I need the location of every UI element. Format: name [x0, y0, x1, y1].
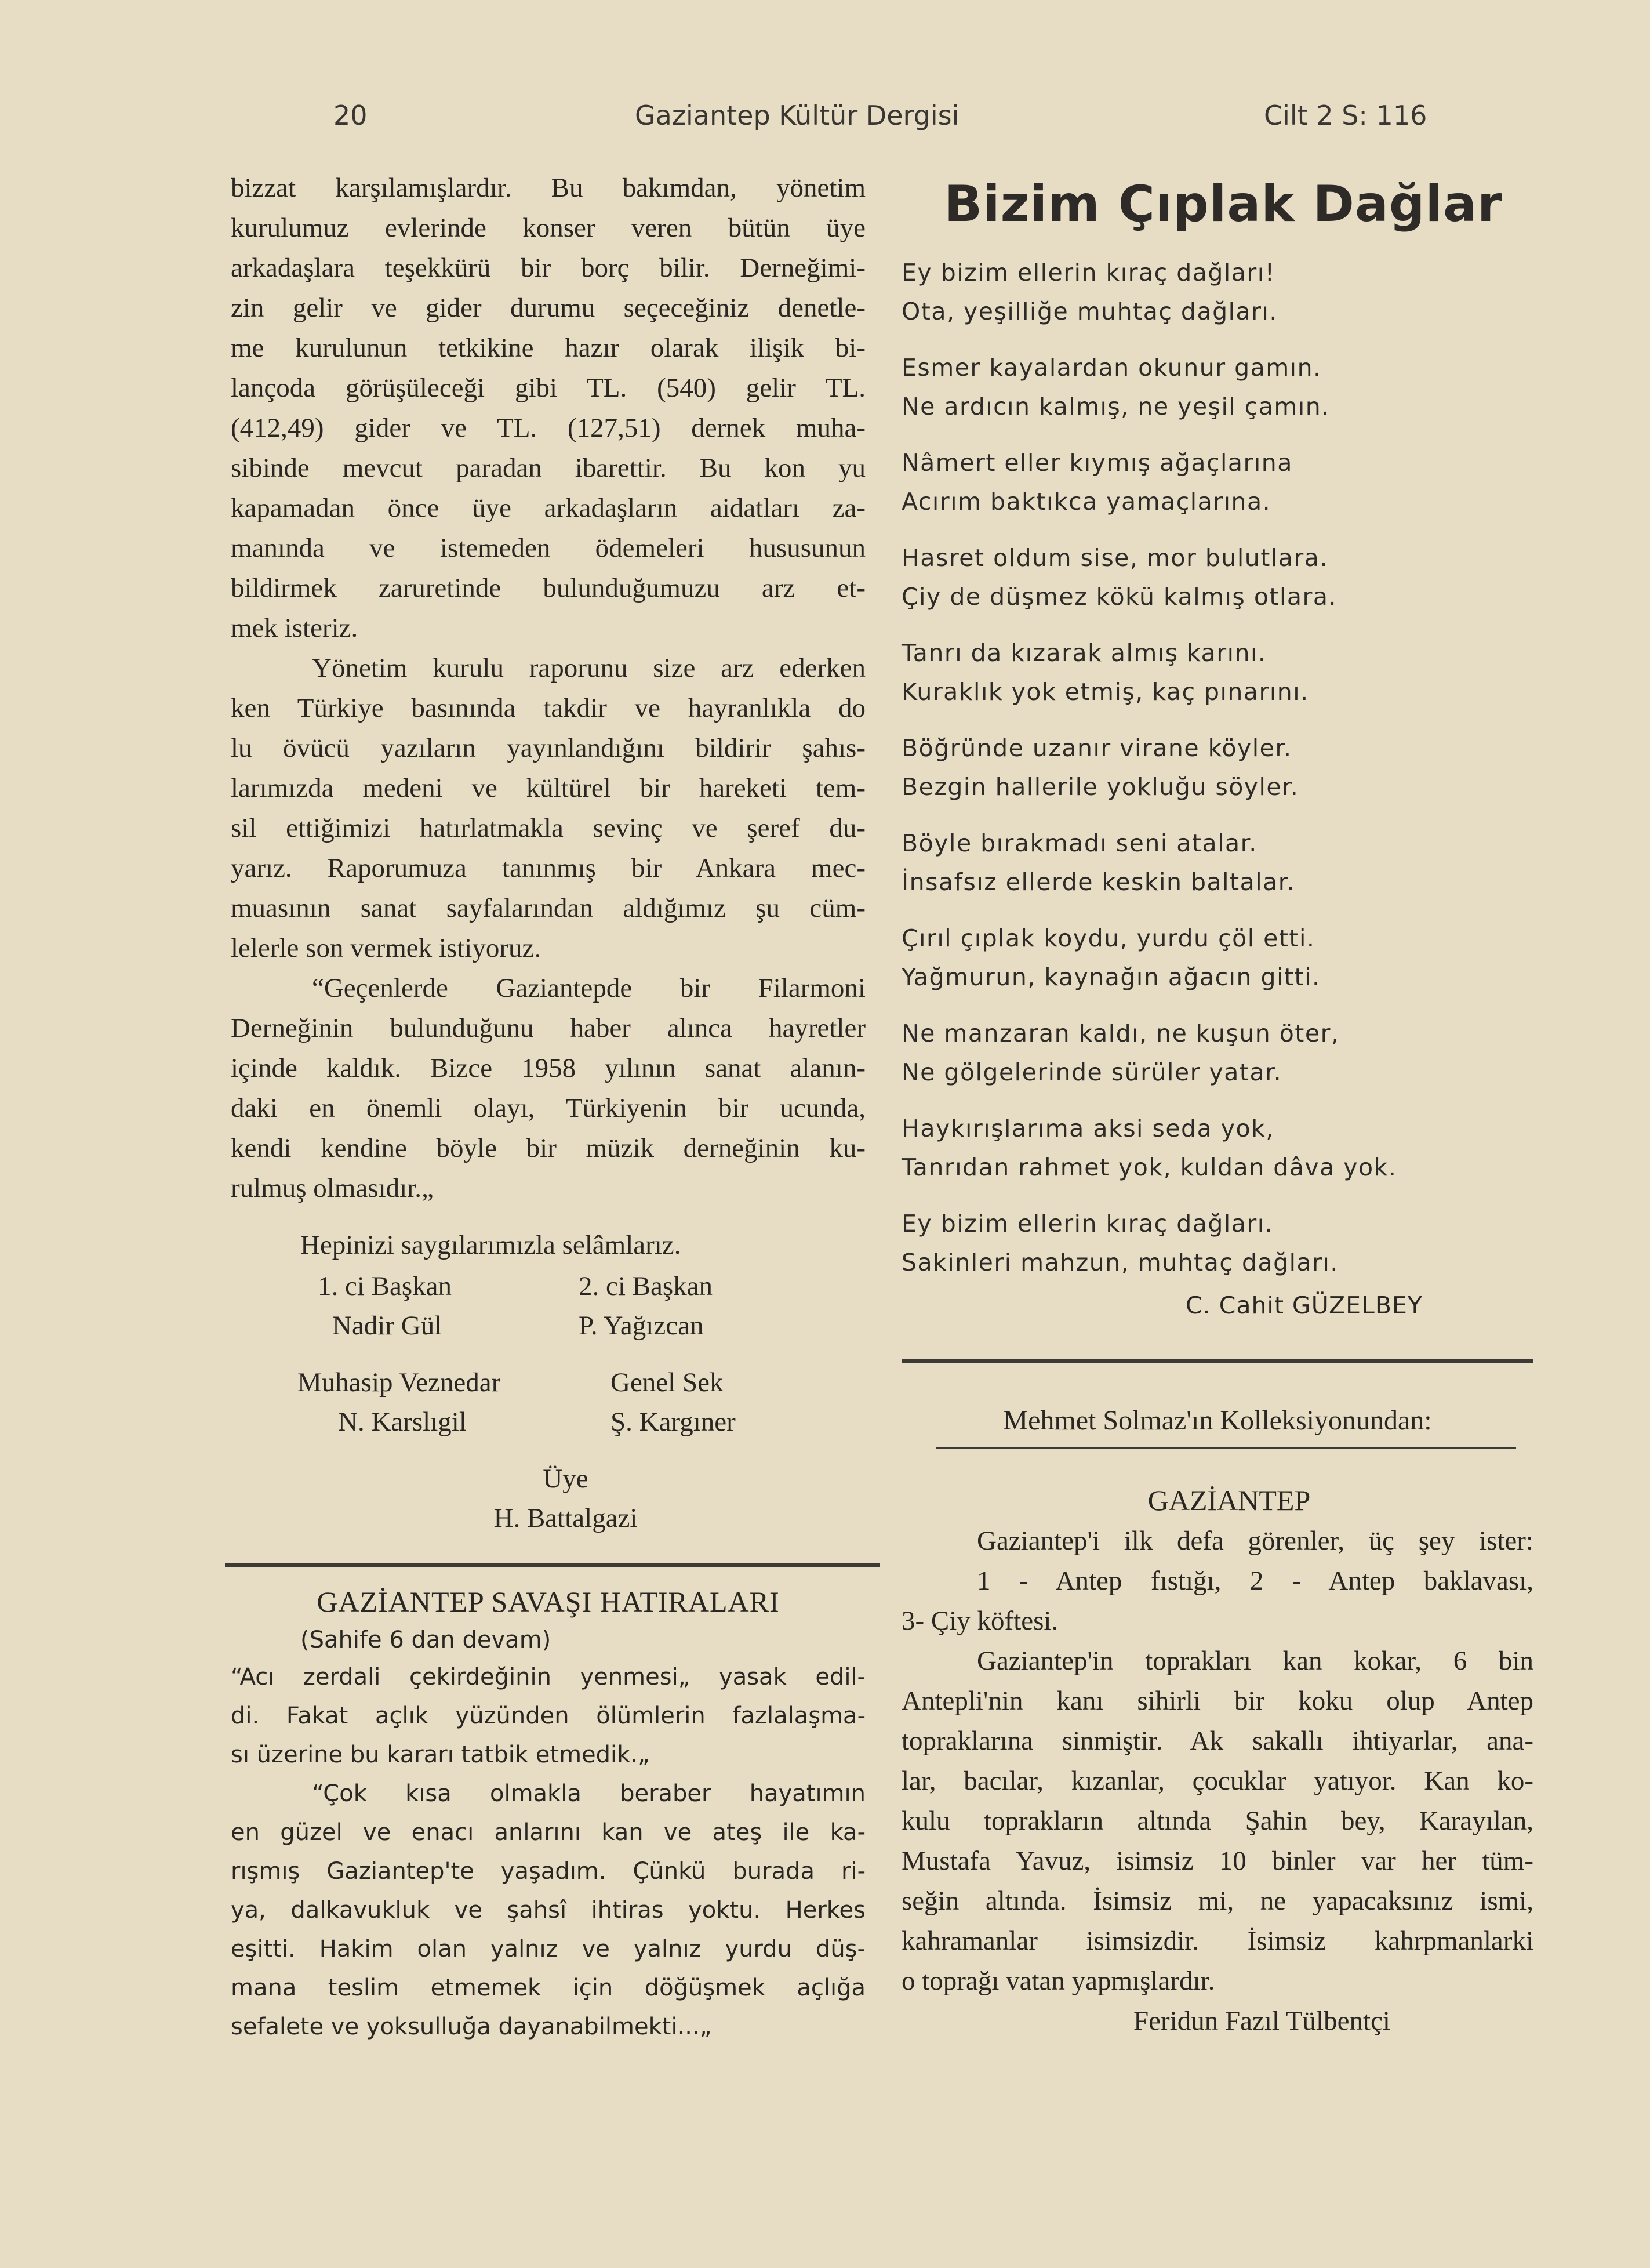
signature-row	[231, 1267, 866, 1306]
poem-line: Sakinleri mahzun, muhtaç dağları.	[902, 1249, 1339, 1276]
text-line: lu övücü yazıların yayınlandığını bildirir şahıs-	[231, 733, 866, 763]
text-line: mek isteriz.	[231, 613, 358, 643]
collection-header	[902, 1398, 1533, 1449]
report-paragraph	[231, 168, 866, 648]
page-number: 20	[333, 100, 368, 131]
signature-name: P. Yağızcan	[579, 1311, 704, 1341]
text-line: o toprağı vatan yapmışlardır.	[902, 1966, 1215, 1996]
text-line: kahramanlar isimsizdir. İsimsiz kahrpmanlarki	[902, 1926, 1533, 1956]
article-title: GAZİANTEP SAVAŞI HATIRALARI	[317, 1585, 780, 1618]
poem-line: Tanrıdan rahmet yok, kuldan dâva yok.	[902, 1153, 1397, 1181]
volume-issue: Cilt 2 S: 116	[1264, 100, 1427, 131]
signature-title: Genel Sek	[610, 1367, 724, 1398]
text-line: en güzel ve enacı anlarını kan ve ateş ile ka-	[231, 1819, 866, 1846]
text-line: bizzat karşılamışlardır. Bu bakımdan, yönetim	[231, 173, 866, 203]
text-line: manında ve istemeden ödemeleri hususunun	[231, 533, 866, 563]
text-line: 3- Çiy köftesi.	[902, 1606, 1059, 1636]
poem-line: Esmer kayalardan okunur gamın.	[902, 354, 1322, 382]
poem-line: İnsafsız ellerde keskin baltalar.	[902, 868, 1295, 896]
signature-title: 2. ci Başkan	[579, 1271, 713, 1301]
text-line: Derneğinin bulunduğunu haber alınca hayretler	[231, 1013, 866, 1043]
text-line: Gaziantep'in toprakları kan kokar, 6 bin	[977, 1646, 1533, 1676]
text-line: Mustafa Yavuz, isimsiz 10 binler var her tüm-	[902, 1846, 1533, 1876]
magazine-title: Gaziantep Kültür Dergisi	[635, 100, 960, 131]
text-line: muasının sanat sayfalarından aldığımız şu cüm-	[231, 893, 866, 923]
signature-title: Muhasip Veznedar	[297, 1367, 501, 1398]
text-line: sibinde mevcut paradan ibarettir. Bu kon yu	[231, 453, 866, 483]
gaziantep-article	[902, 1479, 1533, 2041]
article-title: GAZİANTEP	[1147, 1484, 1311, 1516]
signature-name: Ş. Kargıner	[610, 1407, 736, 1437]
text-line: 1 - Antep fıstığı, 2 - Antep baklavası,	[977, 1566, 1533, 1596]
signature-title: Üye	[543, 1464, 588, 1494]
signature-name: H. Battalgazi	[493, 1503, 638, 1533]
text-line: kendi kendine böyle bir müzik derneğinin ku-	[231, 1133, 866, 1163]
poem-line: Ota, yeşilliğe muhtaç dağları.	[902, 297, 1278, 325]
text-line: lelerle son vermek istiyoruz.	[231, 933, 541, 963]
poem-line: Haykırışlarıma aksi seda yok,	[902, 1115, 1274, 1142]
poem-line: Çırıl çıplak koydu, yurdu çöl etti.	[902, 924, 1315, 952]
poem-stanza	[902, 729, 1533, 807]
poem-line: Ne manzaran kaldı, ne kuşun öter,	[902, 1019, 1340, 1047]
signature-name: N. Karslıgil	[338, 1407, 467, 1437]
signature-name: Nadir Gül	[332, 1311, 442, 1341]
signature-row	[231, 1402, 866, 1442]
poem-line: Ey bizim ellerin kıraç dağları!	[902, 259, 1275, 286]
war-memories-article	[231, 1581, 866, 2046]
text-line: kapamadan önce üye arkadaşların aidatları za-	[231, 493, 866, 523]
poem-line: Yağmurun, kaynağın ağacın gitti.	[902, 963, 1321, 991]
section-divider	[225, 1563, 880, 1567]
poem-line: Ne ardıcın kalmış, ne yeşil çamın.	[902, 393, 1330, 420]
poem-line: Böğründe uzanır virane köyler.	[902, 734, 1292, 762]
text-line: Yönetim kurulu raporunu size arz ederken	[312, 653, 866, 683]
poem-stanza	[902, 919, 1533, 997]
poem-line: Hasret oldum sise, mor bulutlara.	[902, 544, 1328, 572]
poem-line: Acırım baktıkca yamaçlarına.	[902, 488, 1271, 516]
quote-paragraph	[231, 968, 866, 1209]
text-line: yarız. Raporumuza tanınmış bir Ankara mec-	[231, 853, 866, 883]
poem-stanza	[902, 253, 1533, 331]
text-line: zin gelir ve gider durumu seçeceğiniz denetle-	[231, 293, 866, 323]
text-line: “Geçenlerde Gaziantepde bir Filarmoni	[312, 973, 866, 1003]
text-line: (412,49) gider ve TL. (127,51) dernek muha-	[231, 413, 866, 443]
poem-line: Bezgin hallerile yokluğu söyler.	[902, 773, 1299, 801]
greeting: Hepinizi saygılarımızla selâmlarız.	[300, 1230, 681, 1260]
text-line: lançoda görüşüleceği gibi TL. (540) gelir TL.	[231, 373, 866, 403]
text-line: sil ettiğimizi hatırlatmakla sevinç ve şeref du-	[231, 813, 866, 843]
text-line: sı üzerine bu kararı tatbik etmedik.„	[231, 1741, 650, 1768]
text-line: Antepli'nin kanı sihirli bir koku olup Antep	[902, 1686, 1533, 1716]
text-line: me kurulunun tetkikine hazır olarak ilişik bi-	[231, 333, 866, 363]
poem-body	[902, 253, 1533, 1282]
poem-stanza	[902, 444, 1533, 521]
article-subtitle: (Sahife 6 dan devam)	[300, 1627, 551, 1653]
article-author: Feridun Fazıl Tülbentçi	[1133, 2006, 1390, 2036]
signature-title: 1. ci Başkan	[318, 1271, 452, 1301]
text-line: arkadaşlara teşekkürü bir borç bilir. Derneğimi-	[231, 253, 866, 283]
poem-line: Ey bizim ellerin kıraç dağları.	[902, 1210, 1274, 1238]
text-line: seğin altında. İsimsiz mi, ne yapacaksınız ismi,	[902, 1886, 1533, 1916]
poem-line: Çiy de düşmez kökü kalmış otlara.	[902, 583, 1338, 611]
poem-line: Böyle bırakmadı seni atalar.	[902, 829, 1258, 857]
text-line: lar, bacılar, kızanlar, çocuklar yatıyor. Kan ko-	[902, 1766, 1533, 1796]
text-line: mana teslim etmemek için döğüşmek açlığa	[231, 1975, 866, 2001]
collection-underline	[936, 1447, 1516, 1449]
text-line: içinde kaldık. Bizce 1958 yılının sanat alanın-	[231, 1053, 866, 1083]
text-line: eşitti. Hakim olan yalnız ve yalnız yurdu düş-	[231, 1936, 866, 1962]
text-line: sefalete ve yoksulluğa dayanabilmekti...„	[231, 2013, 712, 2040]
right-column	[902, 168, 1533, 2041]
report-paragraph-2	[231, 648, 866, 968]
text-line: “Çok kısa olmakla beraber hayatımın	[312, 1780, 866, 1807]
poem-author: C. Cahit GÜZELBEY	[1186, 1291, 1423, 1319]
section-divider	[902, 1359, 1533, 1363]
text-line: topraklarına sinmiştir. Ak sakallı ihtiyarlar, ana-	[902, 1726, 1533, 1756]
text-line: Gaziantep'i ilk defa görenler, üç şey ister:	[977, 1526, 1533, 1556]
poem-stanza	[902, 349, 1533, 426]
text-line: kurulumuz evlerinde konser veren bütün üye	[231, 213, 866, 243]
left-column	[231, 168, 866, 2046]
poem-stanza	[902, 1109, 1533, 1187]
text-line: ken Türkiye basınında takdir ve hayranlıkla do	[231, 693, 866, 723]
poem-title: Bizim Çıplak Dağlar	[944, 175, 1503, 233]
poem-stanza	[902, 539, 1533, 616]
collection-title: Mehmet Solmaz'ın Kolleksiyonundan:	[1003, 1405, 1432, 1436]
poem-stanza	[902, 1204, 1533, 1282]
text-line: daki en önemli olayı, Türkiyenin bir ucunda,	[231, 1093, 866, 1123]
text-line: ya, dalkavukluk ve şahsî ihtiras yoktu. Herkes	[231, 1897, 866, 1924]
text-line: di. Fakat açlık yüzünden ölümlerin fazlalaşma-	[231, 1703, 866, 1729]
text-line: kulu toprakların altında Şahin bey, Karayılan,	[902, 1806, 1533, 1836]
poem-stanza	[902, 824, 1533, 902]
text-line: bildirmek zaruretinde bulunduğumuzu arz et-	[231, 573, 866, 603]
poem-stanza	[902, 1014, 1533, 1092]
text-line: “Acı zerdali çekirdeğinin yenmesi„ yasak edil-	[231, 1664, 866, 1690]
poem-line: Kuraklık yok etmiş, kaç pınarını.	[902, 678, 1309, 706]
poem-stanza	[902, 634, 1533, 712]
signature-row	[231, 1363, 866, 1402]
text-line: rulmuş olmasıdır.„	[231, 1173, 434, 1203]
poem-line: Tanrı da kızarak almış karını.	[902, 639, 1267, 667]
poem-line: Ne gölgelerinde sürüler yatar.	[902, 1058, 1282, 1086]
poem-line: Nâmert eller kıymış ağaçlarına	[902, 449, 1293, 477]
text-line: larımızda medeni ve kültürel bir hareketi tem-	[231, 773, 866, 803]
signature-row	[231, 1306, 866, 1345]
text-line: rışmış Gaziantep'te yaşadım. Çünkü burada ri-	[231, 1858, 866, 1885]
